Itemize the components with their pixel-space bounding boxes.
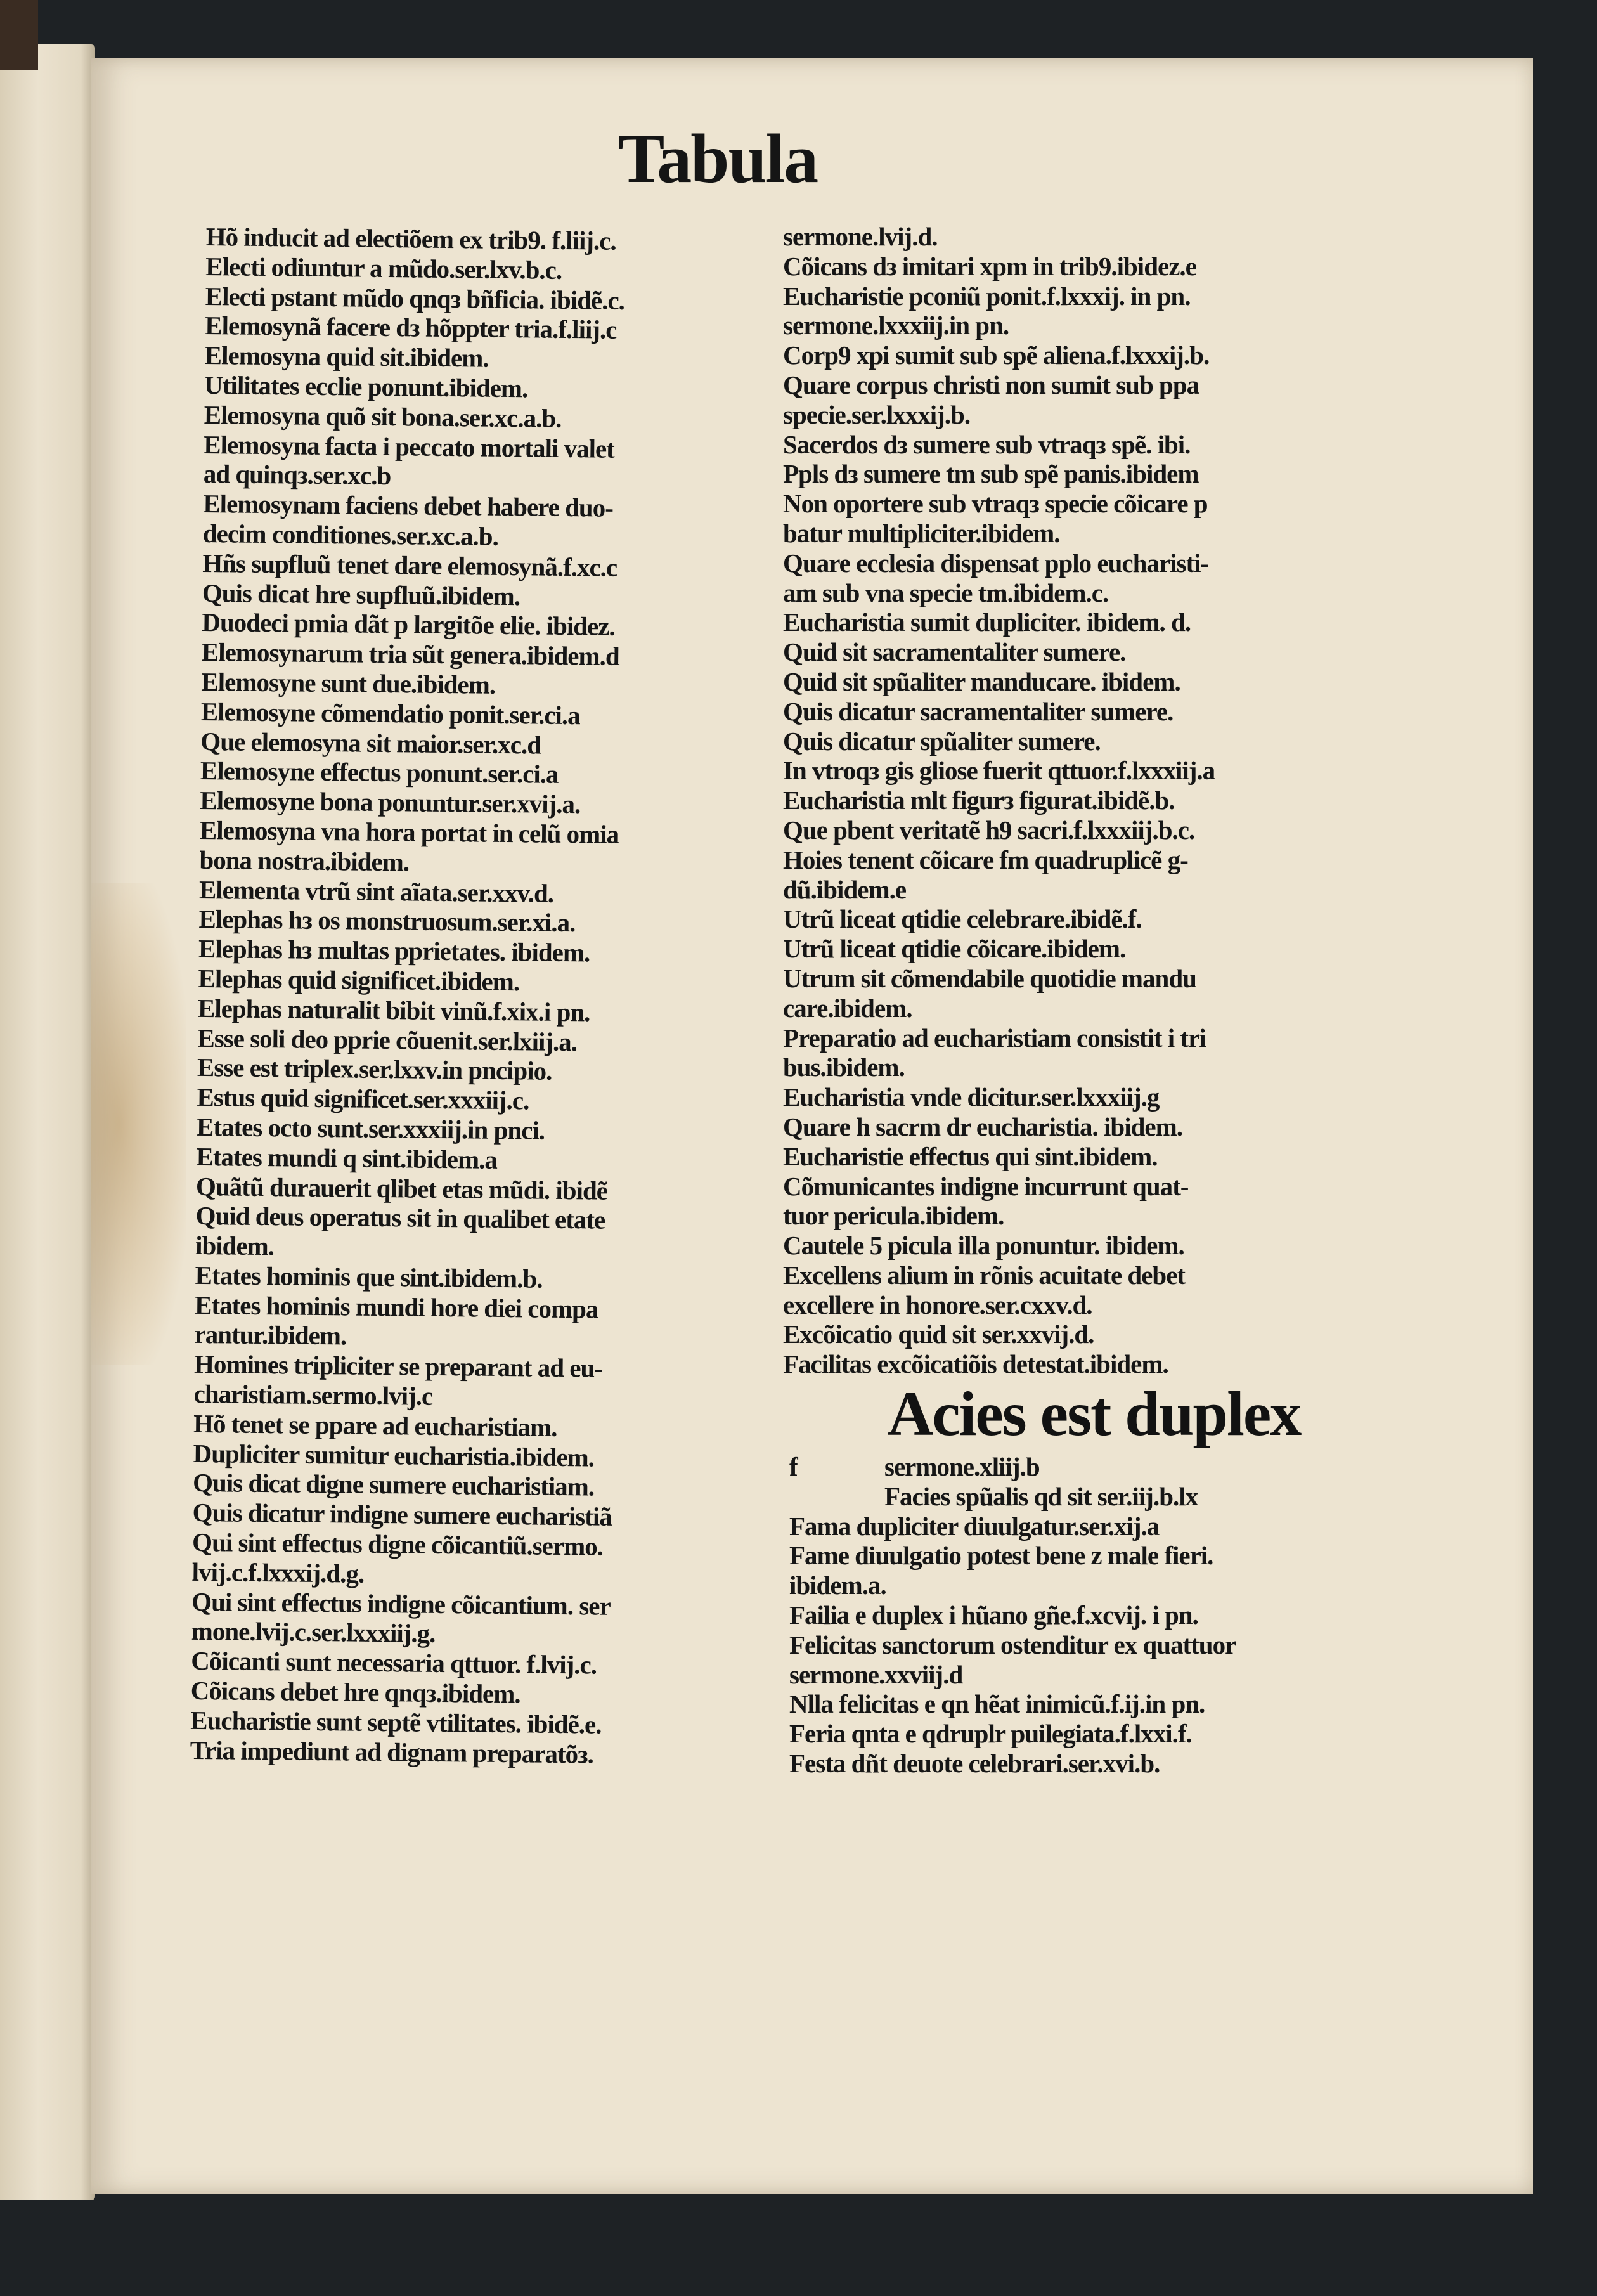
index-entry: Etates hominis mundi hore diei compa [194,1290,598,1324]
index-entry: Eucharistia sumit dupliciter. ibidem. d. [783,607,1191,637]
index-entry: Quis dicatur spũaliter sumere. [783,726,1101,756]
water-stain [91,883,186,1365]
index-section-f-lines [789,1512,1236,1779]
index-entry: excellere in honore.ser.cxxv.d. [783,1290,1092,1320]
index-entry: Quid deus operatus sit in qualibet etate [195,1201,605,1235]
page-title: Tabula [618,120,818,197]
index-entry: Quid sit sacramentaliter sumere. [783,637,1126,667]
index-entry: Elemosynam faciens debet habere duo- [203,489,614,522]
index-entry: Preparatio ad eucharistiam consistit i tri [783,1023,1206,1053]
index-entry: Eucharistie effectus qui sint.ibidem. [783,1141,1158,1171]
index-entry: Ppls dз sumere tm sub spẽ panis.ibidem [783,459,1199,489]
index-entry: Hñs supfluũ tenet dare elemosynã.f.xc.c [202,548,617,582]
index-entry: Facilitas excõicatiõis detestat.ibidem. [783,1349,1168,1379]
index-entry-text: sermone.xliij.b [884,1452,1040,1481]
index-entry: charistiam.sermo.lvij.c [193,1378,433,1411]
index-entry: Festa dñt deuote celebrari.ser.xvi.b. [789,1748,1160,1778]
index-entry: bus.ibidem. [783,1053,905,1082]
index-entry: Sacerdos dз sumere sub vtraqз spẽ. ibi. [783,429,1191,459]
index-entry: Quid sit spũaliter manducare. ibidem. [783,666,1180,696]
index-entry: Elemosynã facere dз hõppter tria.f.liij.c [205,311,617,345]
index-column-right [783,222,1215,1379]
index-entry: Cõicans dз imitari xpm in trib9.ibidez.e [783,251,1196,281]
index-entry: decim conditiones.ser.xc.a.b. [202,518,499,551]
index-entry: Que pbent veritatẽ h9 sacri.f.lxxxiij.b.c. [783,815,1195,845]
index-entry: Elemosyna vna hora portat in celũ omia [199,815,619,849]
index-entry: Elemosynarum tria sũt genera.ibidem.d [201,637,619,671]
index-entry: Esse soli deo pprie cõuenit.ser.lxiij.a. [197,1023,578,1056]
index-entry: Quãtũ durauerit qlibet etas mũdi. ibidẽ [195,1171,608,1205]
index-entry: Eucharistie pconiũ ponit.f.lxxxij. in pn. [783,281,1191,311]
index-entry: Homines tripliciter se preparant ad eu- [193,1349,603,1383]
index-entry: Quare ecclesia dispensat pplo eucharisti- [783,548,1209,578]
index-entry: Quis dicatur indigne sumere eucharistiã [192,1498,612,1532]
index-entry: Elephas hз multas pprietates. ibidem. [198,934,590,968]
index-entry: dũ.ibidem.e [783,874,907,904]
index-entry: Elemosyna quid sit.ibidem. [204,341,489,373]
index-column-left [190,222,764,1771]
index-entry: Utrũ liceat qtidie celebrare.ibidẽ.f. [783,904,1142,934]
index-entry: Hoies tenent cõicare fm quadruplicẽ g- [783,845,1188,874]
index-entry: Duodeci pmia dãt p largitõe elie. ibidez. [202,607,615,642]
index-entry: specie.ser.lxxxij.b. [783,399,971,429]
index-entry: Nlla felicitas e qn hẽat inimicũ.f.ij.in pn. [789,1689,1205,1719]
index-entry: rantur.ibidem. [194,1320,347,1351]
index-entry: Hõ tenet se ppare ad eucharistiam. [193,1408,557,1442]
index-entry: Non oportere sub vtraqз specie cõicare p [783,489,1208,519]
section-letter: f [789,1452,798,1481]
index-section-f [789,1452,1236,1779]
index-entry: Etates octo sunt.ser.xxxiij.in pnci. [196,1112,545,1145]
index-entry: sermone.lvij.d. [783,222,938,251]
index-entry: Utrũ liceat qtidie cõicare.ibidem. [783,934,1126,964]
index-entry: Eucharistie sunt septẽ vtilitates. ibidẽ.e. [190,1705,602,1739]
index-entry: Feria qnta e qdruplr puilegiata.f.lxxi.f. [789,1719,1192,1749]
index-entry: In vtroqз gis gliose fuerit qttuor.f.lxxxiij.a [783,756,1215,786]
index-entry: Fama dupliciter diuulgatur.ser.xij.a [789,1511,1160,1541]
index-entry: Quare corpus christi non sumit sub ppa [783,370,1199,399]
index-entry: sermone.xxviij.d [789,1659,963,1689]
index-entry: care.ibidem. [783,993,912,1023]
index-entry: Qui sint effectus indigne cõicantium. ser [191,1586,611,1621]
section-heading: Acies est duplex [888,1378,1301,1449]
index-entry: Etates hominis que sint.ibidem.b. [195,1260,543,1294]
index-entry: Cõicans debet hre qnqз.ibidem. [190,1675,520,1709]
index-entry: Utrum sit cõmendabile quotidie mandu [783,963,1196,993]
index-entry: Hõ inducit ad electiõem ex trib9. f.liij.c. [205,222,617,256]
index-entry: Elementa vtrũ sint aĩata.ser.xxv.d. [198,874,554,908]
index-entry: Elemosyna quõ sit bona.ser.xc.a.b. [204,399,562,433]
index-entry: lvij.c.f.lxxxij.d.g. [191,1557,365,1588]
index-entry: Electi odiuntur a mũdo.ser.lxv.b.c. [205,251,562,285]
index-entry: Electi pstant mũdo qnqз bñficia. ibidẽ.c. [205,281,625,315]
previous-page-edge [0,44,95,2200]
index-entry: Excõicatio quid sit ser.xxvij.d. [783,1320,1094,1349]
index-entry: Tria impediunt ad dignam preparatõз. [190,1735,594,1769]
index-entry: ibidem.a. [789,1571,886,1600]
index-entry: Elephas hз os monstruosum.ser.xi.a. [198,904,576,938]
index-entry: Quare h sacrm dr eucharistia. ibidem. [783,1112,1182,1141]
index-entry: Esse est triplex.ser.lxxv.in pncipio. [197,1053,552,1086]
index-entry: Failia e duplex i hũano gñe.f.xcvij. i pn. [789,1600,1198,1630]
index-entry: Elemosyne effectus ponunt.ser.ci.a [200,756,559,789]
index-entry: Elemosyne bona ponuntur.ser.xvij.a. [200,786,581,819]
index-entry: batur multipliciter.ibidem. [783,518,1060,548]
index-entry: Quis dicatur sacramentaliter sumere. [783,696,1174,726]
book-cover-corner [0,0,38,70]
index-entry: Elemosyne cõmendatio ponit.ser.ci.a [200,696,580,730]
index-entry: Utilitates ecclie ponunt.ibidem. [204,370,528,403]
index-entry: am sub vna specie tm.ibidem.c. [783,578,1109,607]
index-entry: Eucharistia vnde dicitur.ser.lxxxiij.g [783,1082,1160,1112]
index-entry: Corp9 xpi sumit sub spẽ aliena.f.lxxxij.b. [783,341,1210,370]
index-entry: Cõicanti sunt necessaria qttuor. f.lvij.c. [190,1646,597,1680]
index-entry: tuor pericula.ibidem. [783,1201,1004,1231]
index-entry: Elephas naturalit bibit vinũ.f.xix.i pn. [197,993,590,1027]
index-entry: Quis dicat digne sumere eucharistiam. [192,1468,595,1501]
index-entry: bona nostra.ibidem. [199,845,410,877]
index-entry: Elephas quid significet.ibidem. [198,963,520,997]
index-entry: Que elemosyna sit maior.ser.xc.d [200,726,541,760]
index-entry: Fame diuulgatio potest bene z male fieri. [789,1541,1213,1571]
index-entry: Dupliciter sumitur eucharistia.ibidem. [193,1438,595,1472]
index-entry: Estus quid significet.ser.xxxiij.c. [197,1082,529,1115]
index-entry: ad quinqз.ser.xc.b [203,459,391,491]
index-entry: Qui sint effectus digne cõicantiũ.sermo. [191,1527,604,1561]
index-entry: Cõmunicantes indigne incurrunt quat- [783,1171,1189,1201]
index-entry: Felicitas sanctorum ostenditur ex quattuor [789,1630,1236,1659]
index-entry: Cautele 5 picula illa ponuntur. ibidem. [783,1231,1184,1261]
index-entry: Elemosyne sunt due.ibidem. [201,666,496,699]
index-entry: Etates mundi q sint.ibidem.a [196,1141,498,1174]
index-entry: sermone.lxxxiij.in pn. [783,311,1009,341]
index-entry: Elemosyna facta i peccato mortali valet [204,429,615,464]
index-entry: mone.lvij.c.ser.lxxxiij.g. [191,1616,436,1649]
index-entry: Facies spũalis qd sit ser.iij.b.lx [884,1481,1198,1511]
index-entry: Eucharistia mlt figurз figurat.ibidẽ.b. [783,786,1175,815]
index-entry: Excellens alium in rõnis acuitate debet [783,1260,1186,1290]
index-entry: Quis dicat hre supfluũ.ibidem. [202,578,520,611]
index-entry: ibidem. [195,1231,275,1261]
index-entry [789,1452,1236,1482]
